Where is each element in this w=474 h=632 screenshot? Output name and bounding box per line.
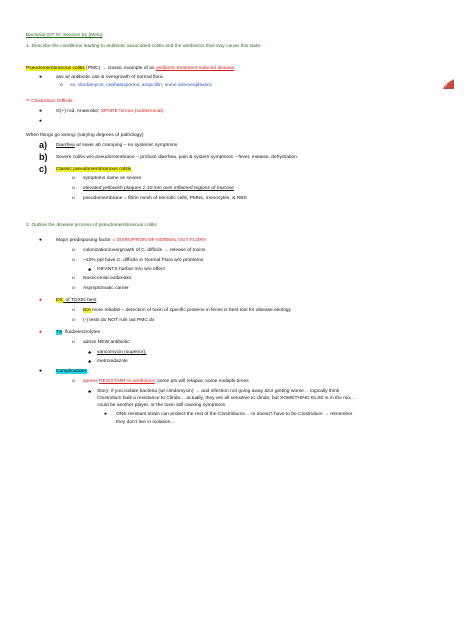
complications-label: Complications — [56, 369, 87, 374]
circle-bullet: o — [72, 248, 75, 253]
major-item-1: colonization/overgrowth of C. difficile → release of toxins — [83, 248, 206, 253]
circle-bullet: o — [72, 276, 75, 281]
tx-item-1: admin NEW antibiotic — [83, 340, 130, 345]
dx-rest: : of TOXIN best — [62, 298, 97, 303]
major-factor: DISRUPTION OF NORMAL GUT FLORA — [116, 238, 207, 243]
comp-spores: spores — [83, 379, 100, 384]
club-bullet-icon: ♣ — [88, 359, 92, 365]
major-item-4: Nosocomial outbreaks — [83, 276, 132, 281]
comp-rest: ; some pts will relapse, some multiple times — [154, 379, 249, 384]
circle-bullet: o — [60, 83, 63, 88]
tx-label: TX — [56, 330, 63, 335]
pmc-middle: (PMC) → classic example of an — [84, 66, 156, 71]
pmc-term: Pseudomembranous colitis — [26, 66, 85, 71]
circle-bullet: o — [72, 318, 75, 323]
list-c-label: Classic pseudomembranous colitis — [56, 167, 132, 172]
bullet-dot: ● — [39, 109, 42, 114]
major-item-3: INFANTS harbor m/o w/o effect — [97, 267, 165, 272]
club-bullet-icon: ♣ — [88, 350, 92, 356]
tx-item-2: vancomycin (superior), — [97, 350, 147, 355]
pmc-bullet-2: ex. clindamycin, cephalosporins, ampicillin, some anti-neoplastics — [70, 83, 212, 88]
story-line-2: Clostridium built a resistance to Clindo… actually, they are all sensitive to clindo, but SOMETHING ELSE is in the mix… — [97, 396, 356, 401]
classic-item-1: symptoms same as severe — [83, 176, 142, 181]
bullet-dot: ● — [39, 330, 42, 335]
cdiff-bullet-1 — [56, 109, 163, 115]
question-2: 2. Outline the disease process of pseudomembranous colitis — [26, 223, 157, 228]
when-wrong-line: When things go wrong: (varying degrees of pathology) — [26, 133, 144, 138]
major-item-5: Asymptomatic carrier — [83, 286, 129, 291]
story-line-1: Story: if you isolate bacteria (w/ clindomycin) → and infection not going away &/or getting worse… logically think — [97, 389, 340, 394]
dx-label: DX — [56, 298, 63, 303]
dx-item-1 — [83, 308, 291, 314]
bullet-dot: ● — [39, 238, 42, 243]
circle-bullet: o — [72, 340, 75, 345]
bullet-dot: ● — [104, 412, 107, 417]
major-item-2: ~10% ppl have C. difficile in Normal Flora w/o problems — [83, 258, 204, 263]
circle-bullet: o — [72, 258, 75, 263]
major-lead: Major predisposing factor = — [56, 238, 117, 243]
question-1: 1. Describe the conditions leading to antibiotic associated colitis and the antibiotics that may cause this state. — [26, 44, 262, 49]
list-mark-a: a) — [39, 140, 48, 150]
pmc-line — [26, 66, 236, 72]
circle-bullet: o — [72, 196, 75, 201]
one-strain-line-1: ONE resistant strain can protect the rest of the Clostridiums… or doesn’t have to be Clostridium → remember — [116, 412, 353, 417]
circle-bullet: o — [72, 176, 75, 181]
tx-line — [56, 330, 100, 336]
document-title: Bacterial GIT IV: Session 51 (Melu) — [26, 33, 103, 38]
circle-bullet: o — [72, 286, 75, 291]
story-line-3: could be another player, or the toxin still causing symptoms — [97, 403, 226, 408]
one-strain-line-2: they don’t live in isolation… — [116, 420, 176, 425]
circle-bullet: o — [72, 379, 75, 384]
list-item-a — [56, 143, 177, 149]
list-a-rest: w/ lower ab cramping – no systemic symptoms — [74, 143, 178, 148]
corner-decoration-icon — [443, 79, 454, 89]
classic-item-2: elevated yellowish plaques 1-10 mm over inflamed regionz of mucose — [83, 186, 234, 191]
major-factor-line — [56, 238, 206, 244]
list-mark-c: c) — [39, 164, 48, 174]
tx-item-3: metronidazole — [97, 359, 128, 364]
list-item-c — [56, 167, 131, 173]
list-a-label: Diarrhea — [56, 143, 75, 148]
bullet-dot: ● — [39, 119, 42, 124]
bullet-dot: ● — [39, 369, 42, 374]
bullet-dot: ● — [39, 75, 42, 80]
circle-bullet: o — [72, 308, 75, 313]
cdiff-bullet-1b: SPORE former (subterminal) — [100, 109, 164, 114]
bullet-dot: ● — [39, 298, 42, 303]
dx-item-2: (-) tests do NOT rule out PMC dx — [83, 318, 155, 323]
list-item-b: Severe colitis w/o pseudomembrane – profuse diarrhea, pain & system symptoms – fever, malaise, dehydration — [56, 155, 297, 160]
pmc-end: . — [234, 66, 236, 71]
dx-item-1-rest: more reliable – detection of toxin of specific proteins in feces is best tool for disease etiology — [90, 308, 291, 313]
dx-line — [56, 298, 96, 304]
tx-rest: : fluid/electrolytes — [62, 330, 101, 335]
cdiff-bullet-1a: G(+) rod, Anaerobe; — [56, 109, 101, 114]
club-bullet-icon: ♣ — [88, 267, 92, 273]
classic-item-3: pseudomembrane = fibrin mesh of necrotic cells, PMNs, monocytes, & RBS — [83, 196, 247, 201]
complications-line — [56, 369, 87, 375]
pmc-bullet-1: ass w/ antibiotic use & overgrowth of normal flora — [56, 75, 163, 80]
pmc-classic: antibiotic treatment-induced disease — [155, 66, 235, 71]
comp-resistant: RESISTANT to antibiotics — [99, 379, 155, 384]
eia-label: EIA — [83, 308, 91, 313]
circle-bullet: o — [72, 186, 75, 191]
cdiff-heading: ** Clostridium Difficile — [26, 99, 73, 104]
club-bullet-icon: ♣ — [88, 389, 92, 395]
list-mark-b: b) — [39, 152, 48, 162]
complication-item-1 — [83, 379, 249, 385]
